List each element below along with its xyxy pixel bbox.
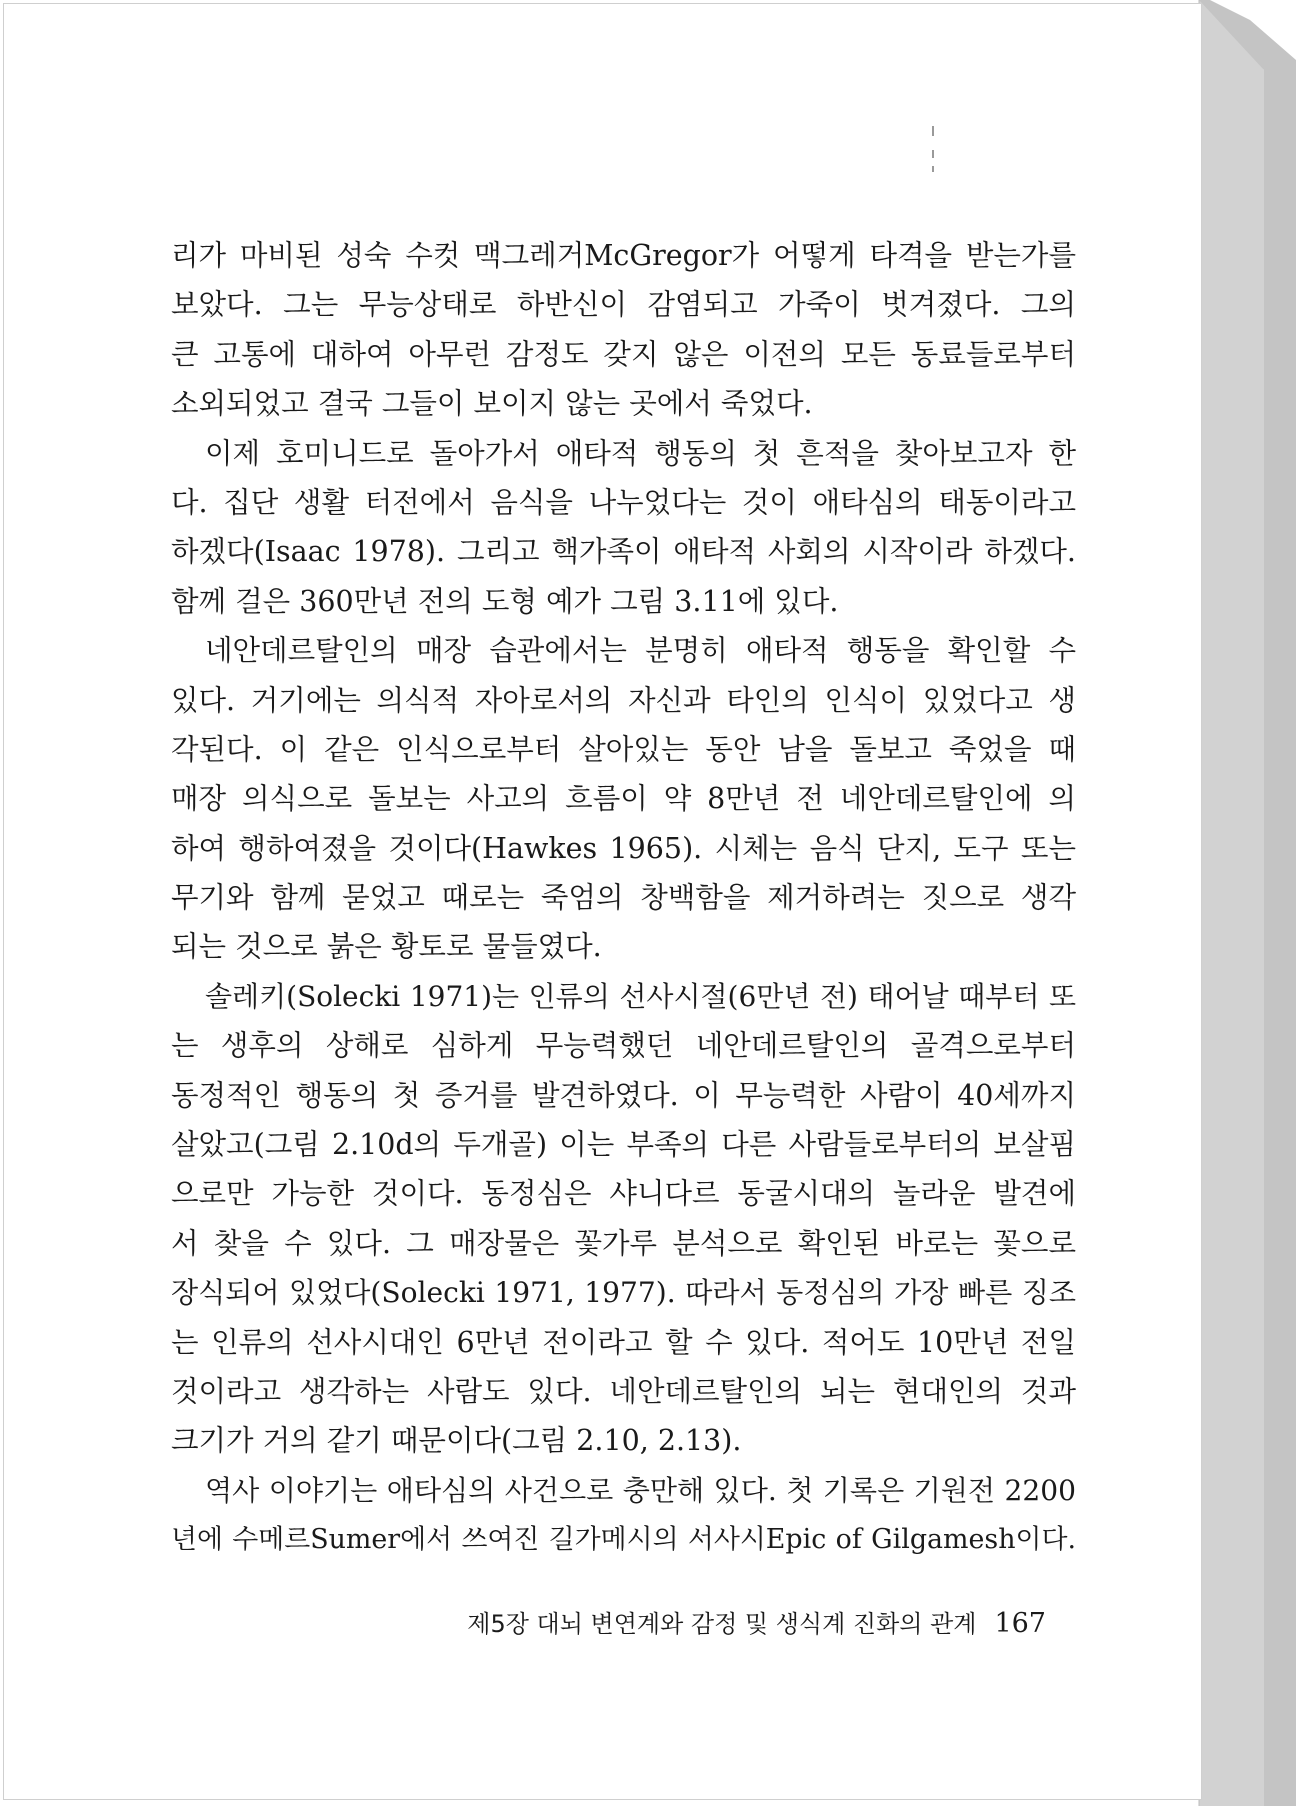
running-footer-chapter: 제5장 대뇌 변연계와 감정 및 생식계 진화의 관계 [467,1610,977,1638]
text-line: 되는 것으로 붉은 황토로 물들였다. [171,930,602,964]
text-line: 솔레키(Solecki 1971)는 인류의 선사시절(6만년 전) 태어날 때부터 또 [205,979,1076,1013]
text-line: 무기와 함께 묻었고 때로는 죽엄의 창백함을 제거하려는 짓으로 생각 [171,881,1076,915]
text-line: 다. 집단 생활 터전에서 음식을 나누었다는 것이 애타심의 태동이라고 [171,485,1076,519]
text-line: 있다. 거기에는 의식적 자아로서의 자신과 타인의 인식이 있었다고 생 [171,683,1076,717]
body-text [171,231,1076,1565]
page-number: 167 [994,1608,1046,1639]
text-line: 년에 수메르Sumer에서 쓰여진 길가메시의 서사시Epic of Gilgamesh이다. [171,1524,1076,1556]
scan-speck [932,126,934,136]
text-line: 보았다. 그는 무능상태로 하반신이 감염되고 가죽이 벗겨졌다. 그의 [171,288,1076,322]
text-line: 으로만 가능한 것이다. 동정심은 샤니다르 동굴시대의 놀라운 발견에 [171,1177,1076,1211]
text-line: 것이라고 생각하는 사람도 있다. 네안데르탈인의 뇌는 현대인의 것과 [171,1374,1076,1408]
text-line: 네안데르탈인의 매장 습관에서는 분명히 애타적 행동을 확인할 수 [205,634,1076,668]
text-line: 하겠다(Isaac 1978). 그리고 핵가족이 애타적 사회의 시작이라 하겠다. [171,535,1076,569]
scan-speck [932,150,934,158]
text-line: 역사 이야기는 애타심의 사건으로 충만해 있다. 첫 기록은 기원전 2200 [205,1473,1076,1507]
text-line: 는 인류의 선사시대인 6만년 전이라고 할 수 있다. 적어도 10만년 전일 [171,1325,1076,1359]
text-line: 서 찾을 수 있다. 그 매장물은 꽃가루 분석으로 확인된 바로는 꽃으로 [171,1226,1076,1260]
text-line: 하여 행하여졌을 것이다(Hawkes 1965). 시체는 음식 단지, 도구 또는 [171,831,1076,865]
text-line: 살았고(그림 2.10d의 두개골) 이는 부족의 다른 사람들로부터의 보살핌 [171,1128,1076,1162]
text-line: 소외되었고 결국 그들이 보이지 않는 곳에서 죽었다. [171,387,813,421]
text-line: 큰 고통에 대하여 아무런 감정도 갖지 않은 이전의 모든 동료들로부터 [171,337,1076,371]
text-line: 동정적인 행동의 첫 증거를 발견하였다. 이 무능력한 사람이 40세까지 [171,1078,1076,1112]
text-line: 이제 호미니드로 돌아가서 애타적 행동의 첫 흔적을 찾아보고자 한 [205,436,1076,470]
text-line: 매장 의식으로 돌보는 사고의 흐름이 약 8만년 전 네안데르탈인에 의 [171,782,1076,816]
text-line: 리가 마비된 성숙 수컷 맥그레거McGregor가 어떻게 타격을 받는가를 [171,239,1076,272]
text-line: 는 생후의 상해로 심하게 무능력했던 네안데르탈인의 골격으로부터 [171,1029,1076,1063]
page-footer [406,1604,1046,1639]
scan-speck [932,166,934,172]
text-line: 각된다. 이 같은 인식으로부터 살아있는 동안 남을 돌보고 죽었을 때 [171,732,1076,766]
text-line: 크기가 거의 같기 때문이다(그림 2.10, 2.13). [171,1424,742,1458]
text-line: 장식되어 있었다(Solecki 1971, 1977). 따라서 동정심의 가장 빠른 징조 [171,1276,1076,1310]
text-line: 함께 걸은 360만년 전의 도형 예가 그림 3.11에 있다. [171,584,839,618]
